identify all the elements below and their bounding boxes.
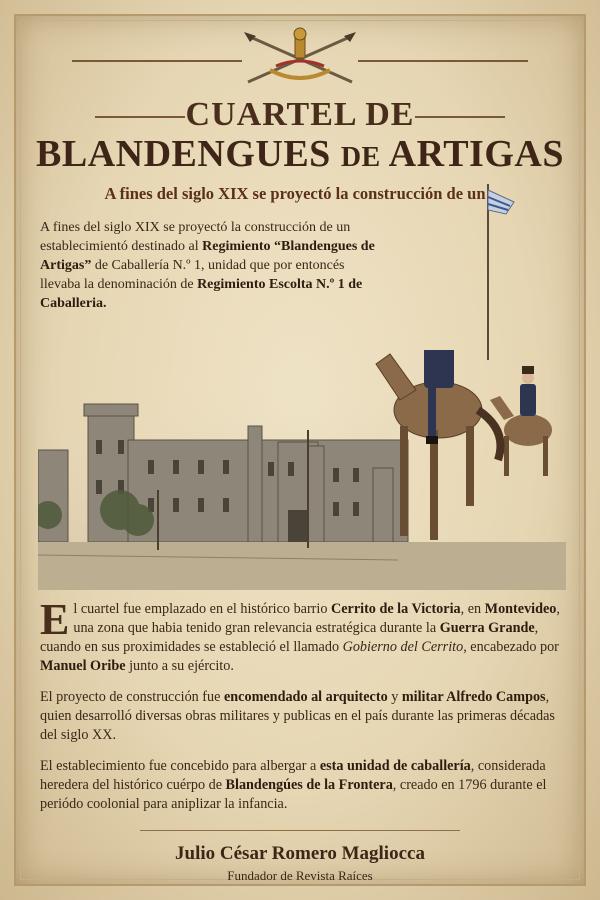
bold-text: Manuel Oribe — [40, 658, 126, 674]
illustration-svg — [38, 350, 566, 590]
text: , cuando en sus proximidades se estableció el llamado — [40, 620, 539, 655]
text: , quien desarrolló diversas obras militares y publicas en el país durante las primeras décadas del siglo XX. — [40, 689, 555, 743]
text: , una zona que habia tenido gran relevancia estratégica durante la — [73, 601, 560, 636]
text: , creado en 1796 durante el periódo coolonial para aniplizar la infancia. — [40, 777, 547, 812]
divider-line — [72, 60, 242, 62]
text: de Caballería N.º 1, unidad que por entoncés llevaba la denominación de — [40, 258, 345, 292]
text: , encabezado por — [463, 639, 559, 655]
text: y — [387, 689, 402, 705]
bold-text: Regimiento Escolta N.º 1 de Caballeria. — [40, 277, 363, 311]
author-role: Fundador de Revista Raíces — [227, 868, 373, 883]
title-word: ARTIGAS — [388, 133, 564, 175]
divider-line — [358, 60, 528, 62]
text: A fines del siglo XIX se proyectó la construcción de un establecimientó destinado al — [40, 220, 351, 254]
text: , considerada heredera del histórico cuérpo de — [40, 758, 546, 793]
bold-text: Guerra Grande — [439, 620, 535, 636]
article-body — [40, 595, 560, 826]
page-title-line2 — [0, 132, 600, 176]
intro-paragraph — [40, 218, 375, 313]
bold-text: militar Alfredo Campos — [401, 689, 546, 705]
ground — [38, 542, 566, 590]
page-title-line1: CUARTEL DE — [185, 96, 415, 133]
bold-text: esta unidad de caballería — [319, 758, 471, 774]
lance-flag-icon — [470, 180, 550, 360]
title-word: BLANDENGUES — [36, 133, 331, 175]
title-word: DE — [340, 142, 381, 173]
text: l cuartel fue emplazado en el histórico barrio — [73, 601, 331, 617]
crossed-sabers-emblem-icon — [240, 26, 360, 90]
cavalry-and-barracks-illustration — [38, 350, 566, 590]
text: El proyecto de construcción fue — [40, 689, 224, 705]
author-name: Julio César Romero Magliocca — [175, 843, 425, 864]
paragraph-1 — [40, 595, 560, 676]
bold-text: Regimiento “Blandengues de Artigas” — [40, 239, 375, 273]
bold-text: encomendado al arquitecto — [223, 689, 388, 705]
footer-divider — [140, 830, 460, 831]
text: junto a su ejército. — [125, 658, 234, 674]
paragraph-3 — [40, 757, 560, 814]
text: El establecimiento fue concebido para albergar a — [40, 758, 320, 774]
bold-text: Montevideo — [484, 601, 557, 617]
drop-cap: E — [40, 595, 70, 644]
bold-text: Blandengúes de la Frontera — [225, 777, 393, 793]
paragraph-2 — [40, 688, 560, 745]
text: , en — [460, 601, 485, 617]
bold-text: Cerrito de la Victoria — [331, 601, 461, 617]
subtitle: A fines del siglo XIX se proyectó la construcción de un — [104, 184, 486, 203]
italic-text: Gobierno del Cerrito — [342, 639, 464, 655]
